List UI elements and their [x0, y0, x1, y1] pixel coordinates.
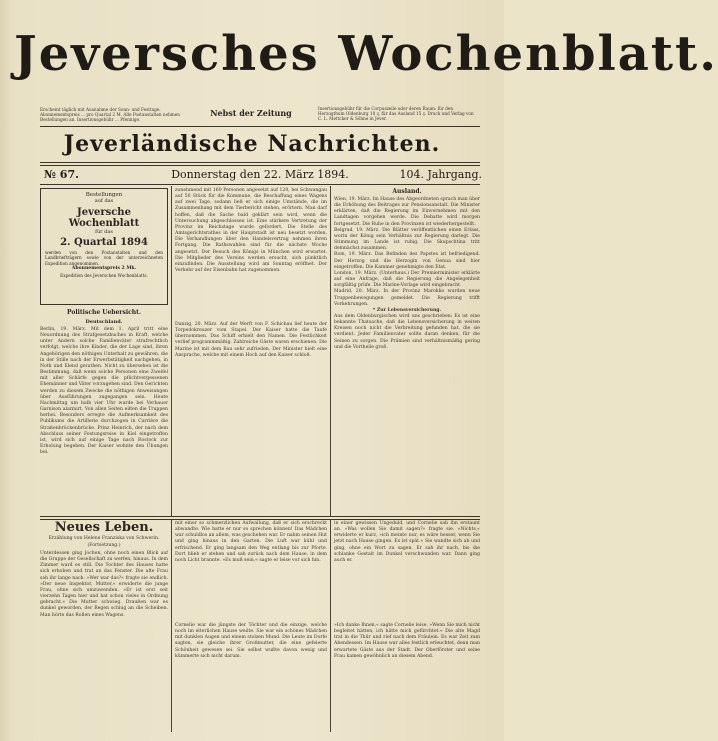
col2-danzig-paragraph: Danzig, 20. März. Auf der Werft von F. Schichau lief heute der Torpedokreuzer vom Stapel. Der Kaiser hatte die Taufe übernommen. Das Schiff erhielt den Namen. Die Festlichkeit verlief programmmäßig. Zahlreiche Gäste waren erschienen. Die Marine ist mit dem Bau sehr zufrieden. Der Minister hielt eine Ansprache, welche mit einem Hoch auf den Kaiser schloß. [175, 322, 327, 358]
col1-subheading: Deutschland. [85, 319, 123, 325]
box-line-5: 2. Quartal 1894 [60, 237, 148, 248]
feuilleton-text-5: »Ich danke Ihnen,« sagte Cornelie leise. »Wenn Sie mich nicht begleitet hätten, ich hätte mich gefürchtet.« Die alte Magd trat in die Thür und rief nach dem Fräulein. Es war Zeit zum Abendessen. Im Hause war alles festlich erleuchtet, denn man erwartete Gäste aus der Stadt. Der Oberförster und seine Frau kamen gewöhnlich an diesem Abend. [334, 623, 481, 659]
feuilleton-col1 [40, 551, 168, 731]
col1-paragraph: Berlin, 19. März. Mit dem 1. April tritt eine Neuordnung des Strafgesetzbuches in Kraft, welche unter Andern solche Familienväter strafrechtlich verfolgt, welche ihre Kinder, die der Lage sind, ihren Angehörigen den nöthigen Unterhalt zu gewähren, die in der Stille nach der Erwerbstätigkeit nachgehen, in Noth und Elend gerathen. Nicht zu übersehen ist die Bestimmung, daß wenn solche Personen eine Zweifel mit aller Schärfe gegen die pflichtvergessenen Ehemänner und Väter vorzugehen sind. Den Gerichten werden zu diesem Zwecke die nöthigen Anweisungen über Ausführungen zugegangen sein. Heute Nachmittag um halb vier Uhr wurde bei Verbauer Garnison alarmirt. Von allen Seiten eilten die Truppen herbei. Besonders erregte die Aufmerksamkeit des Publikums die Artillerie durchzogen in Carrière die Straßenbrückenbrücke. Prinz Heinrich, der nach dem Abschluss seiner Festungsreise in Kiel eingetroffen ist, wird sich auf einige Tage nach Rostock zur Erholung begeben. Der Kaiser wohnte den Übungen bei. [40, 327, 168, 456]
feuilleton-col2a [175, 521, 327, 621]
box-small-text: werden von den Postanstalten und den Landbriefträgern sowie von der unterzeichneten Expedition angenommen. [45, 250, 163, 266]
masthead-rule [40, 126, 480, 127]
box-line-4: für das [95, 229, 113, 235]
feuilleton-col2b [175, 623, 327, 731]
feuilleton-text-3: Cornelie war die jüngste der Töchter und die einzige, welche noch im elterlichen Hause weilte. Sie war ein schönes Mädchen mit dunklen Augen und einem stolzen Mund. Die Leute im Dorfe sagten, sie gleiche ihrer Großmutter, die eine gefeierte Schönheit gewesen sei. Sie selbst wußte davon wenig und kümmerte sich nicht darum. [175, 623, 327, 659]
col3-heading: Ausland. [392, 188, 422, 195]
col3-madrid: Madrid, 20. März. In der Provinz Marokko wurden neue Truppenbewegungen gemeldet. Die Regierung trifft Vorkehrungen. [334, 289, 480, 307]
box-line-1: Bestellungen [85, 192, 123, 198]
feuilleton-col3a [334, 521, 480, 621]
col1-text [40, 327, 168, 513]
feuilleton-byline: Erzählung von Helene Franziska von Schwerin. [48, 536, 160, 541]
subscription-box [40, 188, 168, 305]
dateline-bottom-rule [40, 184, 480, 185]
masthead-right-note: Insertionsgebühr für die Corpuszeile oder deren Raum: für den Herzogthum Oldenburg 10 ₰, für das Ausland 15 ₰. Druck und Verlag von C. L. Mettcker & Söhne in Jever. [318, 106, 474, 122]
box-sign: Expedition des Jeverschen Wochenblatts. [60, 272, 148, 278]
masthead-subtitle: Nebst der Zeitung [210, 108, 292, 118]
col-divider-3 [171, 520, 172, 732]
feuilleton-title: Neues Leben. [54, 520, 154, 535]
box-line-2: auf das [94, 198, 114, 204]
col3-wien: Wien, 19. März. Im Hause des Abgeordneten sprach man über die Erhöhung des Beitrages zur Pensionsanstalt. Die Minister erklärten, daß die Regierung im Einvernehmen mit den Landtagen vorgehen werde. Die Debatte wird morgen fortgesetzt. Die Ruhe in den Provinzen ist wiederhergestellt. [334, 197, 480, 227]
feuilleton-text-1: Unterdessen ging Jochen, ohne noch einen Blick auf die Gruppe der Gesellschaft zu werfen, hinaus. In dem Zimmer ward es still. Die Tochter des Hauses hatte sich erhoben und trat an das Fenster. Die alte Frau sah ihr lange nach. »Wer war das?« fragte sie endlich. »Der neue Inspektor, Mutter,« erwiderte die junge Frau, ohne sich umzuwenden. »Er ist erst seit vierzehn Tagen hier und hat schon vieles in Ordnung gebracht.« Die Mutter schwieg. Draußen war es dunkel geworden, der Regen schlug an die Scheiben. Man hörte das Rollen eines Wagens. [40, 551, 168, 618]
col3-rom: Rom, 19. März. Das Befinden des Papstes ist befriedigend. Der Herzog und die Herzogin von Genua sind hier eingetroffen. Die Kammer genehmigte den Etat. [334, 252, 480, 270]
feuilleton-cont: (Fortsetzung.) [87, 543, 121, 548]
issue-date: Donnerstag den 22. März 1894. [171, 168, 349, 181]
col3-lebens-heading: * Zur Lebensversicherung. [372, 307, 442, 313]
second-title: Jeverländische Nachrichten. [63, 131, 441, 157]
box-line-3: Jeversche Wochenblatt [68, 207, 140, 229]
col3-text [334, 197, 480, 513]
col-divider-2 [330, 186, 331, 516]
col1-heading: Politische Uebersicht. [66, 309, 142, 316]
box-price: Abonnementspreis 2 Mk. [71, 265, 137, 271]
col-divider-4 [330, 520, 331, 732]
issue-number: № 67. [44, 168, 79, 181]
col2-text [175, 188, 327, 320]
col3-london: London, 19. März. (Unterhaus.) Der Premierminister erklärte auf eine Anfrage, daß die Regierung die Angelegenheit sorgfältig prüfe. Die Marine-Vorlage wird eingebracht. [334, 270, 480, 289]
col2-danzig [175, 322, 327, 512]
col3-belgrad: Belgrad, 19. März. Die Blätter veröffentlichen einen Erlass, worin der König sein Verhältnis zur Regierung darlegt. Die Stimmung im Lande ist ruhig. Die Skupschtina tritt demnächst zusammen. [334, 227, 480, 252]
feuilleton-text-4: in einer gewissen Ungeduld, und Cornelie sah ihn erstaunt an. »Was wollen Sie damit sagen?« fragte sie. »Nichts,« erwiderte er kurz, »ich meinte nur, es wäre besser, wenn Sie jetzt nach Hause gingen. Es ist spät.« Sie wandte sich ab und ging, ohne ein Wort zu sagen. Er sah ihr nach, bis die schlanke Gestalt im Dunkel verschwunden war. Dann ging auch er. [334, 521, 480, 563]
col3-lebens: Aus dem Oldenburgischen wird uns geschrieben: Es ist eine bekannte Thatsache, daß die Lebensversicherung in weiten Kreisen noch nicht die Verbreitung gefunden hat, die sie verdient. Jeder Familienvater sollte daran denken, für die Seinen zu sorgen. Die Prämien sind verhältnismäßig gering und die Vortheile groß. [334, 313, 480, 350]
col-divider-1 [171, 186, 172, 516]
col2-paragraph: zunehmend mit 160 Personen angesetzt auf 120, bei Schwangau auf 50 Stück für die Kommune, die Beschaffung eines Wagens auf zwei Tage, sodann ließ er sich einige Umstände, die im Zusammenhang mit dem Tierbericht stehen, erörtern. Man darf hoffen, daß die Sache bald geklärt sein wird, wenn die Untersuchung abgeschlossen ist. Eine stärkere Vertretung der Provinz im Reichstage wurde gefordert. Die Stelle des Amtsgerichtsrathes in der Hauptstadt ist neu besetzt worden. Die Verhandlungen über den Handelsvertrag nehmen ihren Fortgang. Die Rathswahlen sind für die nächste Woche angesetzt. Der Besuch des Königs in München wird erwartet. Die Mitglieder des Vereins werden ersucht, sich pünktlich einzufinden. Die Ausstellung wird am Sonntag eröffnet. Der Verkehr auf der Eisenbahn hat zugenommen. [175, 188, 327, 274]
feuilleton-text-2: mit einer so schmerzlichen Aufwallung, daß er sich erschreckt abwandte. Wie hatte er nur so sprechen können! Das Mädchen war schuldlos an allem, was geschehen war. Er nahm seinen Hut und ging hinaus in den Garten. Die Luft war kühl und erfrischend. Er ging langsam den Weg entlang bis zur Pforte. Dort blieb er stehen und sah zurück nach dem Hause, in dem noch Licht brannte. »Es muß sein,« sagte er leise vor sich hin. [175, 521, 327, 563]
masthead-left-note: Erscheint täglich mit Ausnahme der Sonn- und Festtage. Abonnementspreis ... pro Quartal 2 M. Alle Postanstalten nehmen Bestellungen an. Insertionsgebühr ... Pfennige. [40, 107, 180, 123]
feuilleton-col3b [334, 623, 480, 731]
masthead-title: Jeversches Wochenblatt. [14, 26, 718, 82]
volume-number: 104. Jahrgang. [399, 168, 482, 181]
